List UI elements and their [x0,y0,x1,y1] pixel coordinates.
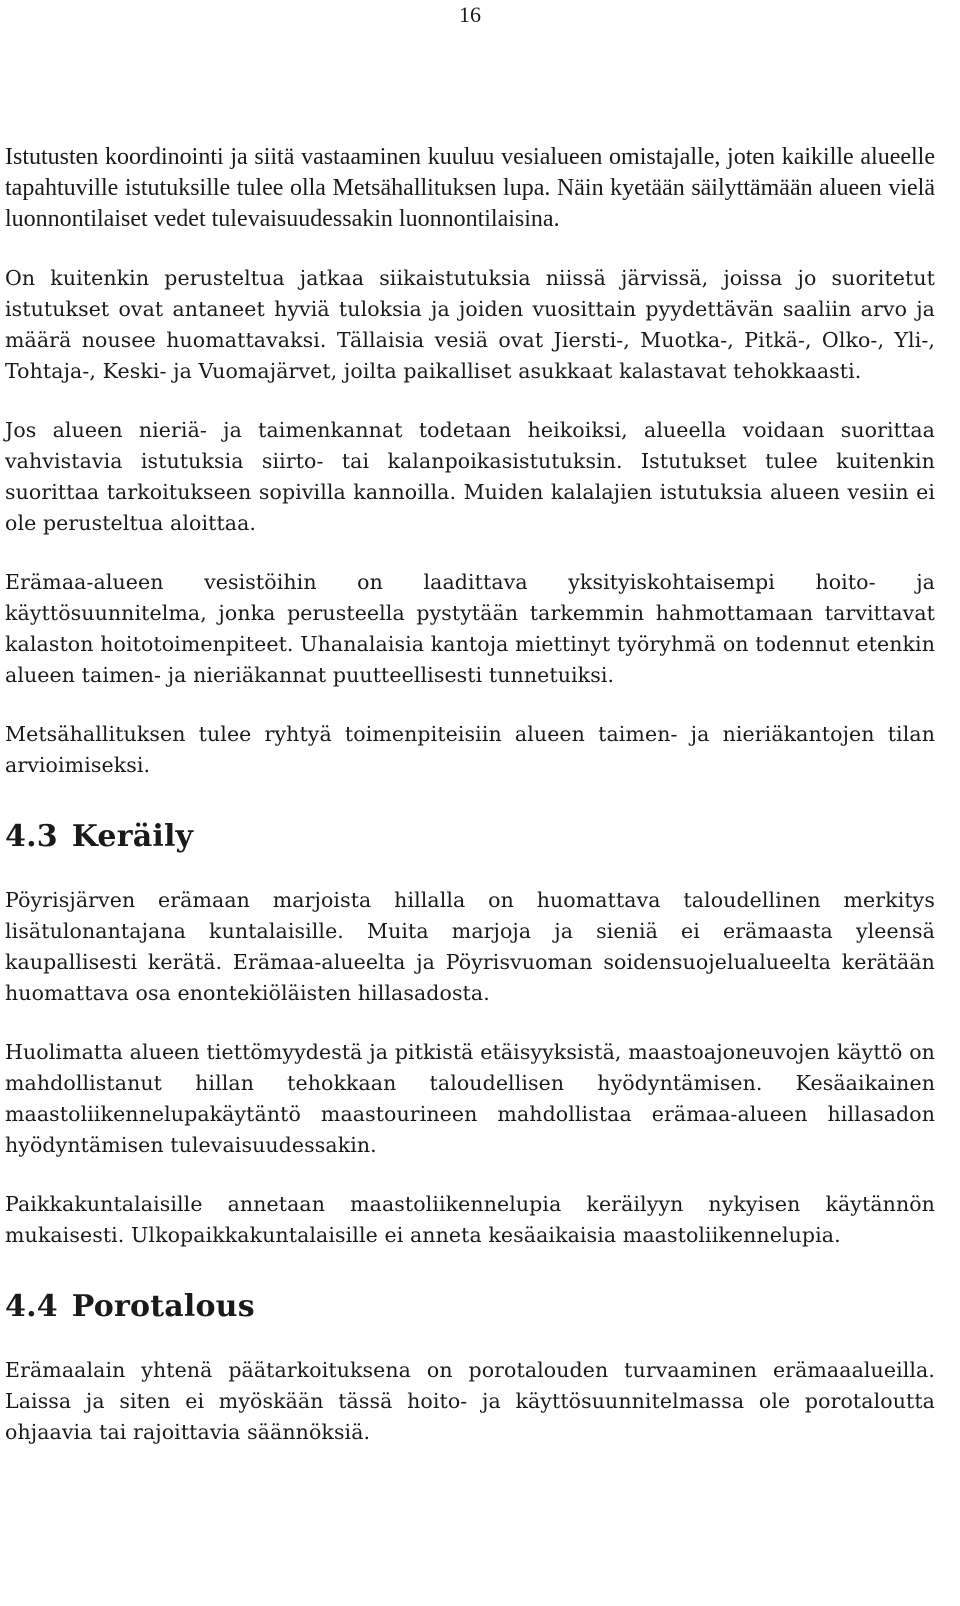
page-number: 16 [459,2,481,27]
paragraph-stocking-coordination: Istutusten koordinointi ja siitä vastaaminen kuuluu vesialueen omistajalle, joten kaikille alueelle tapahtuville istutuksille tulee olla Metsähallituksen lupa. Näin kyetään säilyttämään alueen vielä luonnontilaiset vedet tulevaisuudessakin luonnontilaisina. [5,144,935,232]
paragraph-char-trout-stocking: Jos alueen nieriä- ja taimenkannat todetaan heikoiksi, alueella voidaan suorittaa vahvistavia istutuksia siirto- tai kalanpoikasistutuksin. Istutukset tulee kuitenkin suorittaa tarkoitukseen sopivilla kannoilla. Muiden kalalajien istutuksia alueen vesiin ei ole perusteltua aloittaa. [5,418,935,535]
paragraph-cloudberry-value: Pöyrisjärven erämaan marjoista hillalla on huomattava taloudellinen merkitys lisätulonantajana kuntalaisille. Muita marjoja ja sieniä ei erämaasta yleensä kaupallisesti kerätä. Erämaa-alueelta ja Pöyrisvuoman soidensuojelualueelta kerätään huomattava osa enontekiöläisten hillasadosta. [5,888,935,1005]
paragraph-management-plan: Erämaa-alueen vesistöihin on laadittava yksityiskohtaisempi hoito- ja käyttösuunnitelma, jonka perusteella pystytään tarkemmin hahmottamaan tarvittavat kalaston hoitotoimenpiteet. Uhanalaisia kantoja miettinyt työryhmä on todennut etenkin alueen taimen- ja nieriäkannat puutteellisesti tunnetuiksi. [5,570,935,687]
paragraph-whitefish-stocking: On kuitenkin perusteltua jatkaa siikaistutuksia niissä järvissä, joissa jo suoritetut istutukset ovat antaneet hyviä tuloksia ja joiden vuosittain pyydettävän saaliin arvo ja määrä nousee huomattavaksi. Tällaisia vesiä ovat Jiersti-, Muotka-, Pitkä-, Olko-, Yli-, Tohtaja-, Keski- ja Vuomajärvet, joilta paikalliset asukkaat kalastavat tehokkaasti. [5,266,935,383]
section-number: 4.3 [5,819,58,854]
section-title: Porotalous [71,1289,255,1324]
section-number: 4.4 [5,1289,58,1324]
paragraph-assessment: Metsähallituksen tulee ryhtyä toimenpiteisiin alueen taimen- ja nieriäkantojen tilan arvioimiseksi. [5,722,935,777]
paragraph-offroad-vehicles: Huolimatta alueen tiettömyydestä ja pitkistä etäisyyksistä, maastoajoneuvojen käyttö on mahdollistanut hillan tehokkaan taloudellisen hyödyntämisen. Kesäaikainen maastoliikennelupakäytäntö maastourineen mahdollistaa erämaa-alueen hillasadon hyödyntämisen tulevaisuudessakin. [5,1040,935,1157]
section-heading-keraily [5,817,935,857]
paragraph-reindeer-husbandry: Erämaalain yhtenä päätarkoituksena on porotalouden turvaaminen erämaaalueilla. Laissa ja siten ei myöskään tässä hoito- ja käyttösuunnitelmassa ole porotaloutta ohjaavia tai rajoittavia säännöksiä. [5,1358,935,1444]
paragraph-offroad-permits: Paikkakuntalaisille annetaan maastoliikennelupia keräilyyn nykyisen käytännön mukaisesti. Ulkopaikkakuntalaisille ei anneta kesäaikaisia maastoliikennelupia. [5,1192,935,1247]
section-title: Keräily [71,819,194,854]
page-content [5,142,935,1476]
section-heading-porotalous [5,1287,935,1327]
